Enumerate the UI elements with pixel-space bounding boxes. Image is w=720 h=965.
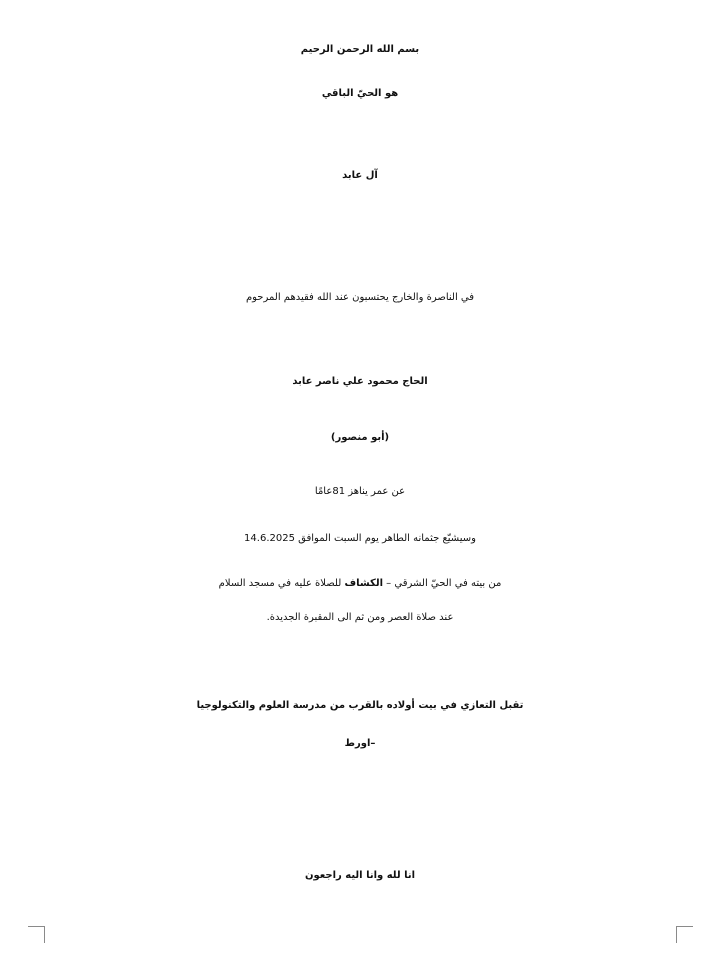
funeral-place-end: للصلاة عليه في مسجد السلام (218, 578, 345, 589)
funeral-place-neighborhood: الكشاف (344, 578, 383, 589)
closing-verse: انا لله وانا اليه راجعون (304, 870, 416, 881)
page-corner-mark-left (28, 926, 45, 943)
deceased-name: الحاج محمود علي ناصر عابد (292, 376, 428, 387)
condolences-line-1: تقبل التعازي في بيت أولاده بالقرب من مدرسة العلوم والتكنولوجيا (196, 700, 524, 711)
funeral-place-start: من بيته في الحيّ الشرقي – (383, 578, 502, 589)
opening-phrase: هو الحيّ الباقي (321, 88, 399, 99)
deceased-age: عن عمر يناهز 81عامًا (314, 486, 406, 497)
basmala: بسم الله الرحمن الرحيم (300, 44, 420, 55)
announcement-intro: في الناصرة والخارج يحتسبون عند الله فقيدهم المرحوم (245, 292, 475, 303)
page-corner-mark-right (676, 926, 693, 943)
funeral-date: وسيشيّع جثمانه الطاهر يوم السبت الموافق 14.6.2025 (244, 533, 476, 544)
family-title: آل عابد (342, 170, 378, 181)
funeral-time: عند صلاة العصر ومن ثم الى المقبرة الجديدة. (266, 612, 454, 623)
deceased-kunya: (أبو منصور) (330, 432, 390, 443)
condolences-line-2: –اورط (344, 738, 376, 749)
funeral-place (0, 578, 720, 589)
